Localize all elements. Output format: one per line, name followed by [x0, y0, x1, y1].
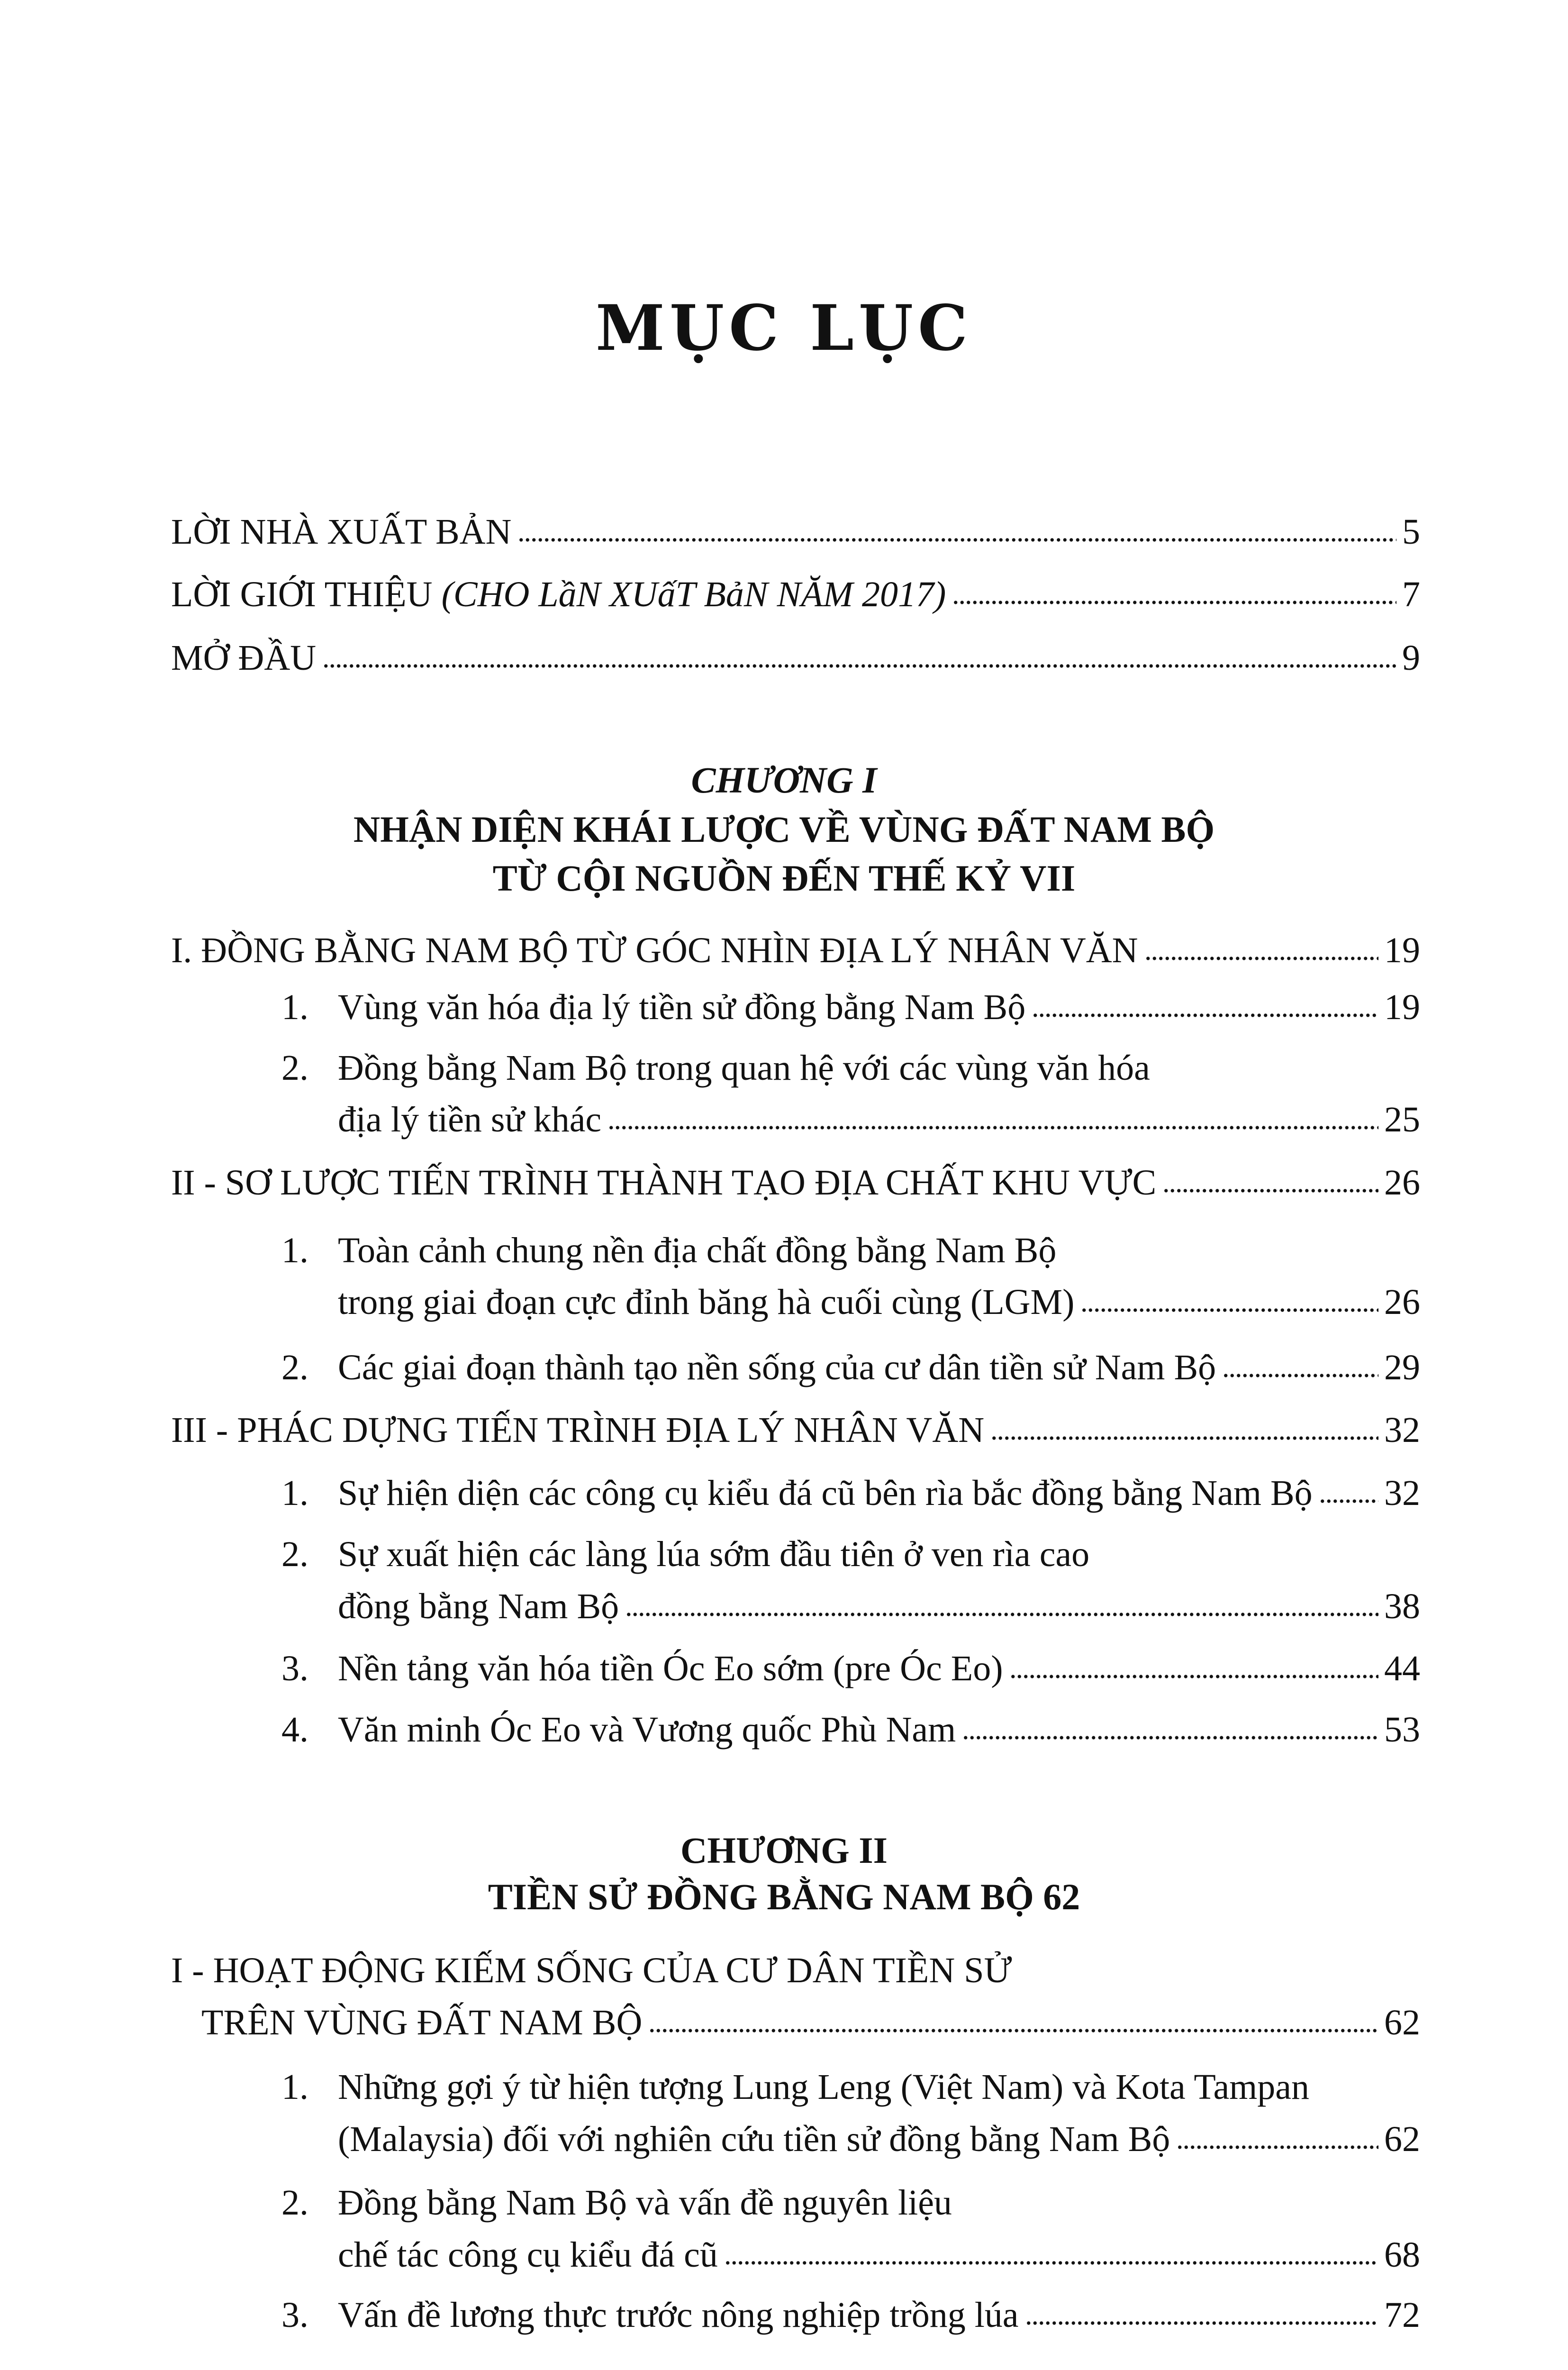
toc-page-number: 62	[1384, 2119, 1420, 2159]
toc-entry[interactable]	[201, 1999, 1420, 2046]
toc-entry[interactable]	[171, 1159, 1420, 1206]
toc-entry-text: (Malaysia) đối với nghiên cứu tiền sử đồng bằng Nam Bộ	[338, 2119, 1170, 2159]
toc-entry-number: 3.	[281, 1649, 308, 1688]
toc-entry[interactable]	[171, 571, 1420, 618]
dot-leader	[608, 1123, 1378, 1132]
toc-page-number: 68	[1384, 2235, 1420, 2275]
toc-entry-text-line1: Đồng bằng Nam Bộ và vấn đề nguyên liệu	[338, 2183, 952, 2223]
toc-page-number: 9	[1402, 638, 1420, 678]
toc-entry-text: I. ĐỒNG BẰNG NAM BỘ TỪ GÓC NHÌN ĐỊA LÝ NHÂN VĂN	[171, 930, 1138, 970]
toc-page-number: 44	[1384, 1649, 1420, 1688]
chapter-2-title-line1: TIỀN SỬ ĐỒNG BẰNG NAM BỘ 62	[488, 1876, 1080, 1917]
dot-leader	[1177, 2143, 1378, 2151]
toc-entry[interactable]	[338, 2291, 1420, 2339]
toc-entry[interactable]	[338, 1469, 1420, 1517]
toc-entry-number: 2.	[281, 2183, 308, 2223]
toc-entry-number: 2.	[281, 1348, 308, 1387]
toc-page-number: 5	[1402, 512, 1420, 552]
toc-entry-text: MỞ ĐẦU	[171, 638, 317, 678]
toc-page-number: 38	[1384, 1586, 1420, 1626]
toc-entry-number: 1.	[281, 2067, 308, 2107]
dot-leader	[1145, 954, 1378, 963]
toc-page-number: 19	[1384, 930, 1420, 970]
toc-entry[interactable]	[338, 1344, 1420, 1391]
toc-entry-text: trong giai đoạn cực đỉnh băng hà cuối cùng (LGM)	[338, 1282, 1075, 1322]
toc-entry-text-line1: Những gợi ý từ hiện tượng Lung Leng (Việt Nam) và Kota Tampan	[338, 2067, 1310, 2107]
toc-entry-number: 4.	[281, 1710, 308, 1750]
dot-leader	[991, 1434, 1378, 1442]
toc-entry-text-line1: Đồng bằng Nam Bộ trong quan hệ với các vùng văn hóa	[338, 1048, 1150, 1088]
toc-entry[interactable]	[171, 634, 1420, 682]
dot-leader	[1223, 1371, 1378, 1380]
dot-leader	[1319, 1497, 1378, 1505]
toc-entry-text: II - SƠ LƯỢC TIẾN TRÌNH THÀNH TẠO ĐỊA CHẤT KHU VỰC	[171, 1163, 1157, 1203]
toc-entry-text: TRÊN VÙNG ĐẤT NAM BỘ	[201, 2003, 643, 2042]
toc-entry[interactable]	[338, 2231, 1420, 2279]
toc-page-number: 53	[1384, 1710, 1420, 1750]
toc-page-number: 72	[1384, 2295, 1420, 2335]
toc-page-number: 25	[1384, 1100, 1420, 1139]
toc-page-number: 26	[1384, 1163, 1420, 1203]
dot-leader	[1010, 1672, 1378, 1681]
toc-entry-text-line1: I - HOẠT ĐỘNG KIẾM SỐNG CỦA CƯ DÂN TIỀN SỬ	[171, 1951, 1012, 1990]
toc-entry-text: Vấn đề lương thực trước nông nghiệp trồng lúa	[338, 2295, 1019, 2335]
toc-page-number: 32	[1384, 1410, 1420, 1450]
toc-entry-number: 3.	[281, 2295, 308, 2335]
toc-entry-text: địa lý tiền sử khác	[338, 1100, 602, 1139]
dot-leader	[1025, 2319, 1378, 2327]
dot-leader	[323, 662, 1396, 670]
dot-leader	[1081, 1306, 1378, 1314]
toc-page-number: 29	[1384, 1348, 1420, 1387]
toc-page-number: 62	[1384, 2003, 1420, 2042]
toc-entry[interactable]	[338, 1278, 1420, 1326]
toc-entry-text: Sự hiện diện các công cụ kiểu đá cũ bên rìa bắc đồng bằng Nam Bộ	[338, 1473, 1313, 1513]
toc-entry-text: chế tác công cụ kiểu đá cũ	[338, 2235, 718, 2275]
chapter-1-label: CHƯƠNG I	[691, 759, 877, 801]
chapter-1-title-line2: TỪ CỘI NGUỒN ĐẾN THẾ KỶ VII	[492, 857, 1076, 899]
toc-entry-text-main: LỜI GIỚI THIỆU	[171, 574, 442, 614]
dot-leader	[1032, 1011, 1378, 1020]
dot-leader	[625, 1610, 1378, 1619]
chapter-1-title-line1: NHẬN DIỆN KHÁI LƯỢC VỀ VÙNG ĐẤT NAM BỘ	[353, 809, 1215, 850]
page-title: MỤC LỤC	[595, 292, 973, 365]
toc-entry[interactable]	[338, 984, 1420, 1031]
chapter-2-label: CHƯƠNG II	[680, 1830, 888, 1871]
toc-page-number: 26	[1384, 1282, 1420, 1322]
toc-entry-number: 1.	[281, 1473, 308, 1513]
toc-entry-text: LỜI NHÀ XUẤT BẢN	[171, 512, 512, 552]
toc-entry[interactable]	[171, 927, 1420, 974]
toc-entry[interactable]	[338, 1706, 1420, 1753]
toc-entry-number: 1.	[281, 1231, 308, 1270]
dot-leader	[1163, 1186, 1378, 1195]
toc-entry-text-italic: (CHO LầN XUấT BảN NĂM 2017)	[441, 574, 946, 614]
toc-entry-number: 2.	[281, 1048, 308, 1088]
toc-entry-text: đồng bằng Nam Bộ	[338, 1586, 619, 1626]
toc-entry-text-line1: Toàn cảnh chung nền địa chất đồng bằng Nam Bộ	[338, 1231, 1057, 1270]
toc-page-number: 7	[1402, 574, 1420, 614]
toc-entry[interactable]	[338, 1645, 1420, 1692]
dot-leader	[725, 2259, 1378, 2267]
dot-leader	[649, 2026, 1378, 2035]
toc-entry-number: 1.	[281, 987, 308, 1027]
toc-entry-text: III - PHÁC DỰNG TIẾN TRÌNH ĐỊA LÝ NHÂN VĂN	[171, 1410, 985, 1450]
toc-entry-text: Các giai đoạn thành tạo nền sống của cư dân tiền sử Nam Bộ	[338, 1348, 1216, 1387]
dot-leader	[518, 536, 1396, 544]
toc-entry-text: Nền tảng văn hóa tiền Óc Eo sớm (pre Óc Eo)	[338, 1649, 1003, 1688]
dot-leader	[962, 1733, 1378, 1742]
toc-entry[interactable]	[171, 508, 1420, 556]
toc-entry-number: 2.	[281, 1534, 308, 1574]
toc-entry-text: Vùng văn hóa địa lý tiền sử đồng bằng Nam Bộ	[338, 987, 1026, 1027]
toc-page-number: 19	[1384, 987, 1420, 1027]
toc-entry[interactable]	[171, 1406, 1420, 1454]
dot-leader	[952, 598, 1396, 607]
toc-entry[interactable]	[338, 1583, 1420, 1630]
toc-entry[interactable]	[338, 1096, 1420, 1143]
toc-entry-text	[171, 571, 952, 618]
toc-entry-text-line1: Sự xuất hiện các làng lúa sớm đầu tiên ở ven rìa cao	[338, 1534, 1090, 1574]
toc-entry-text: Văn minh Óc Eo và Vương quốc Phù Nam	[338, 1710, 956, 1750]
toc-entry[interactable]	[338, 2115, 1420, 2163]
toc-page-number: 32	[1384, 1473, 1420, 1513]
